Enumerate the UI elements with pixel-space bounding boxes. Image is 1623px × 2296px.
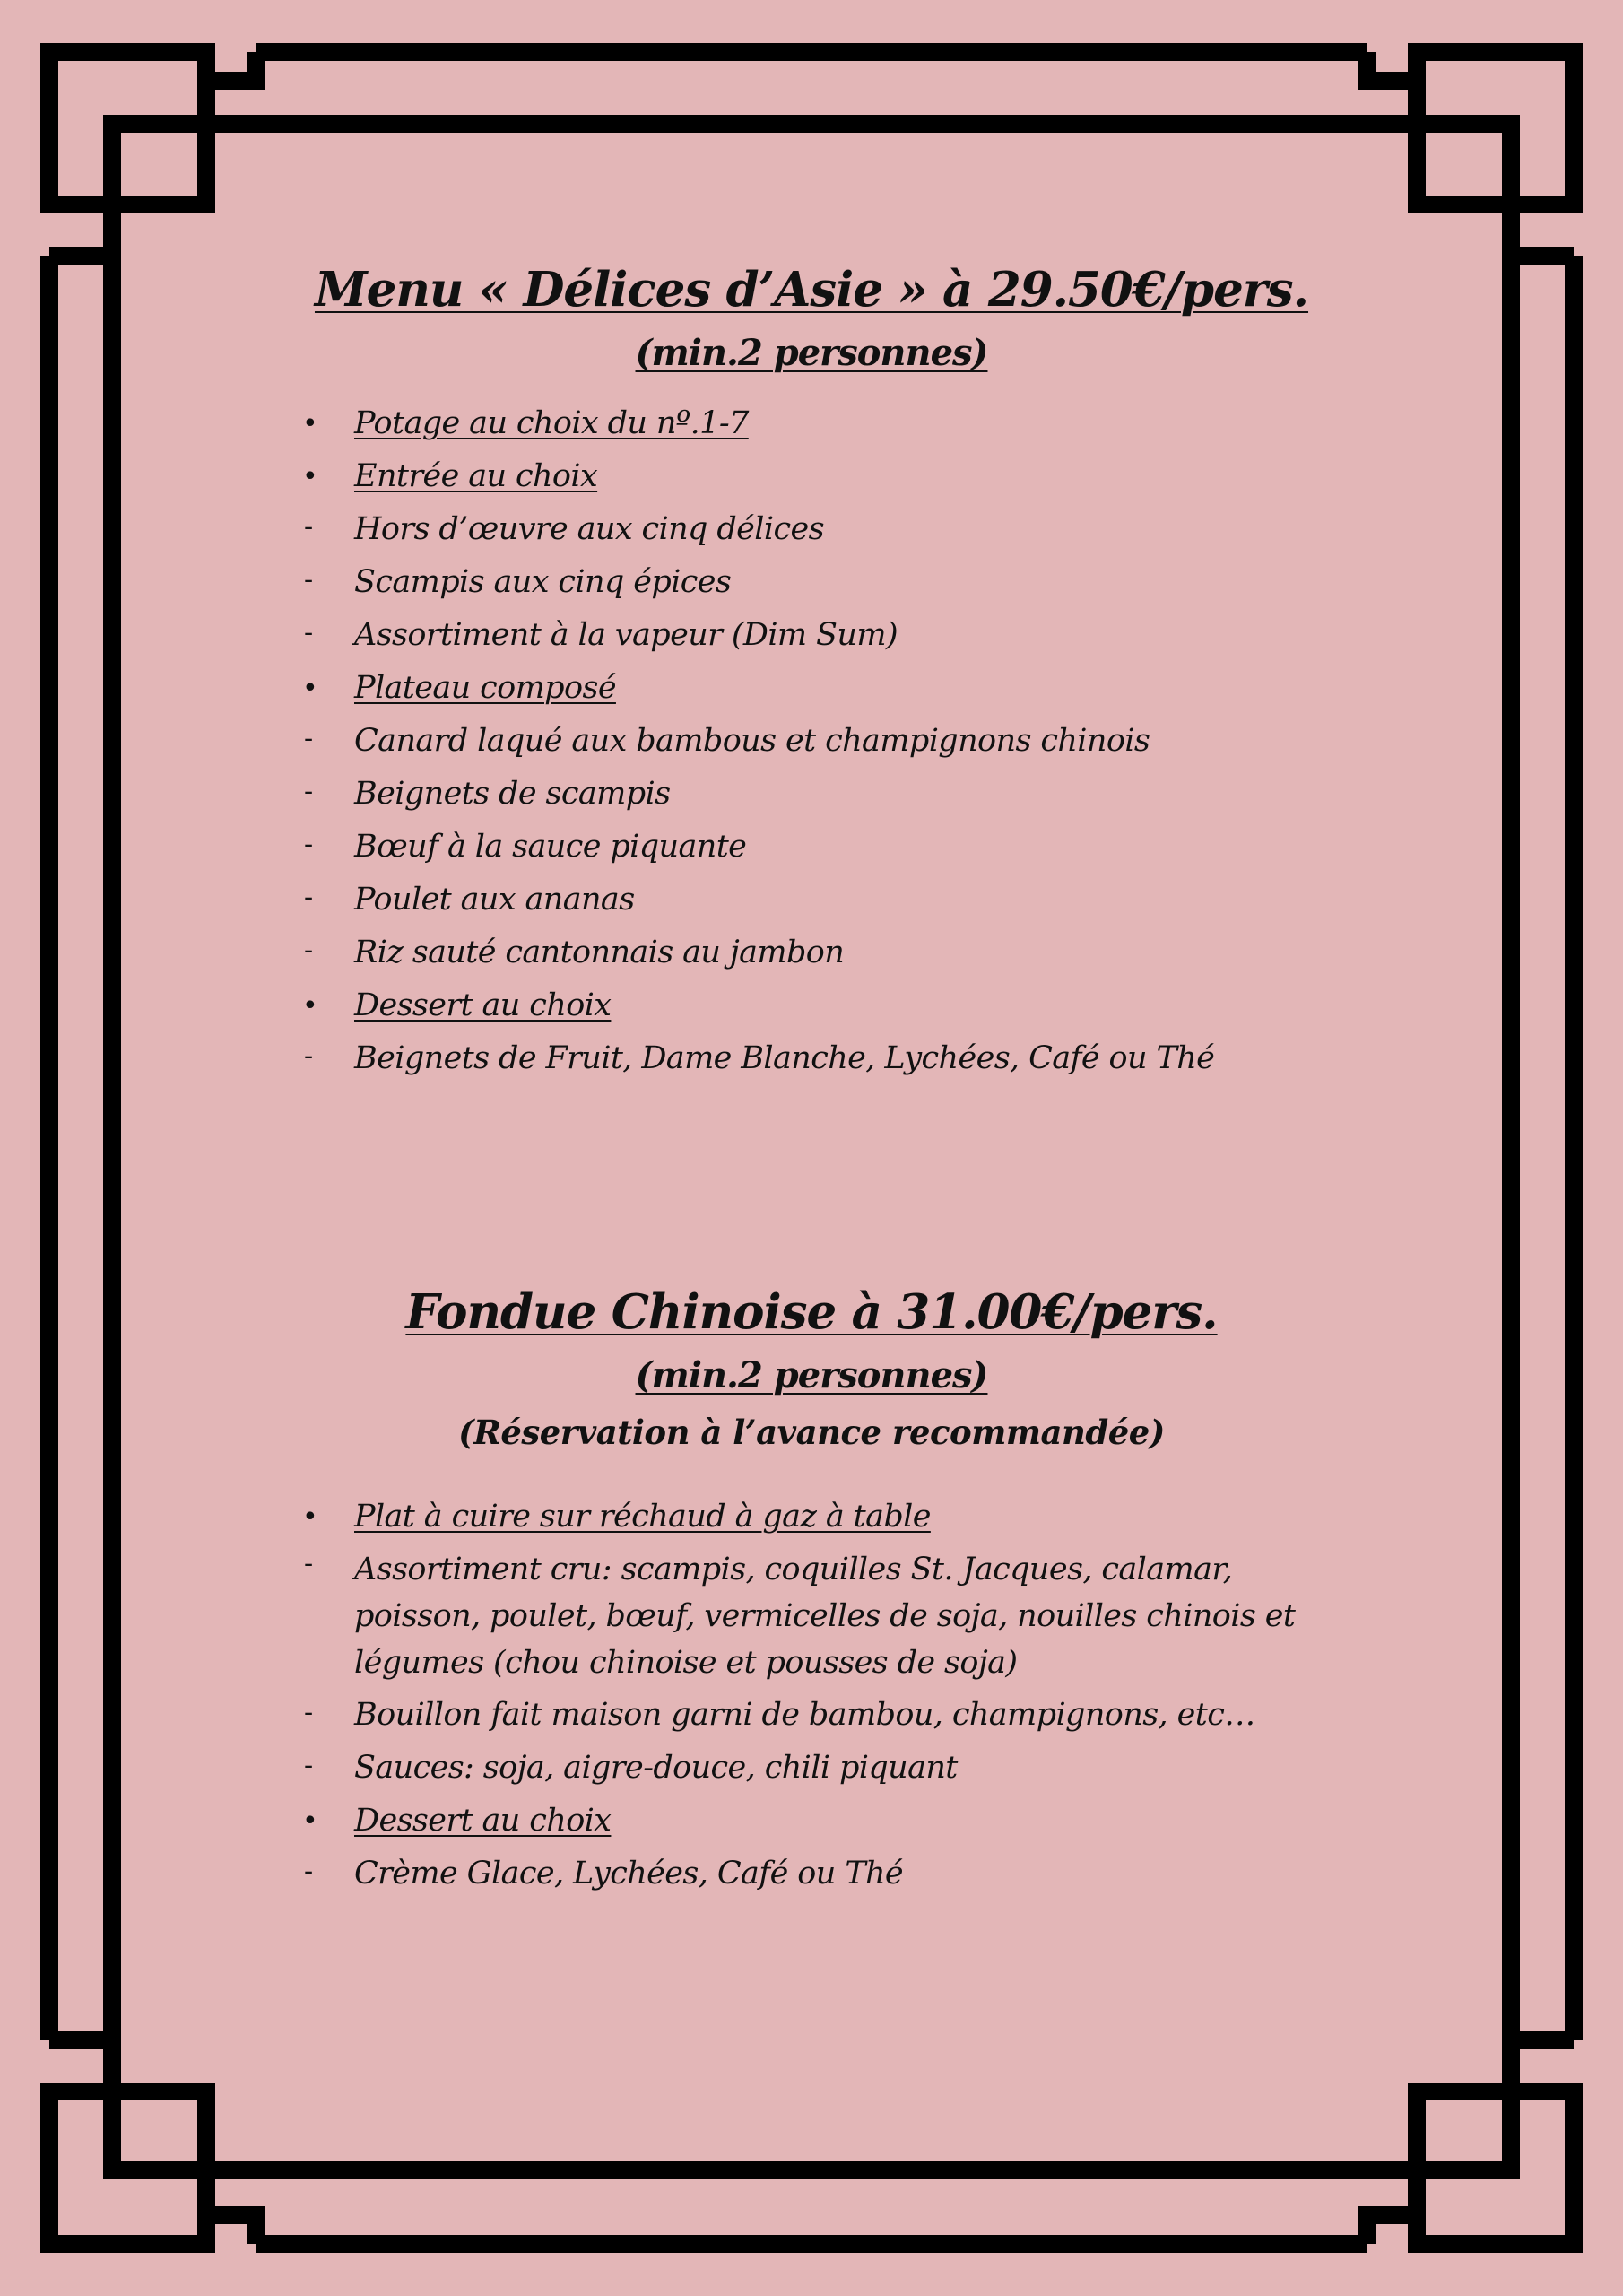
menu-course-item	[300, 715, 1341, 768]
menu-course-item	[300, 821, 1341, 874]
menu-course-heading	[300, 397, 1341, 450]
menu-course-item	[300, 556, 1341, 609]
dash-marker: -	[304, 617, 313, 648]
menu-course-item	[300, 609, 1341, 662]
menu-course-item	[300, 1544, 1341, 1689]
fondue-list	[300, 1491, 1341, 1900]
item-text: Riz sauté cantonnais au jambon	[354, 935, 845, 970]
item-text: Dessert au choix	[354, 1803, 612, 1839]
item-text: Entrée au choix	[354, 458, 598, 494]
menu-course-item	[300, 1689, 1341, 1742]
item-text: Hors d’œuvre aux cinq délices	[354, 511, 824, 547]
item-text: Poulet aux ananas	[354, 882, 635, 918]
item-text: Canard laqué aux bambous et champignons chinois	[354, 723, 1150, 759]
fondue-title: Fondue Chinoise à 31.00€/pers.	[405, 1284, 1218, 1340]
item-text: Dessert au choix	[354, 987, 612, 1023]
menu-delices-title: Menu « Délices d’Asie » à 29.50€/pers.	[314, 262, 1309, 317]
dash-marker: -	[304, 776, 313, 807]
dash-marker: -	[304, 511, 313, 543]
item-text: Assortiment cru: scampis, coquilles St. Jacques, calamar, poisson, poulet, bœuf, vermicelles de soja, nouilles chinois et légumes (chou chinoise et pousses de soja)	[354, 1552, 1296, 1681]
menu-course-item	[300, 1032, 1341, 1085]
dash-marker: -	[304, 882, 313, 913]
item-text: Potage au choix du nº.1-7	[354, 405, 749, 441]
menu-course-item	[300, 503, 1341, 556]
item-text: Crème Glace, Lychées, Café ou Thé	[354, 1856, 903, 1892]
dash-marker: -	[304, 723, 313, 754]
item-text: Bouillon fait maison garni de bambou, champignons, etc…	[354, 1697, 1255, 1733]
menu-course-item	[300, 926, 1341, 979]
bullet-marker: •	[302, 408, 318, 439]
item-text: Bœuf à la sauce piquante	[354, 829, 747, 865]
menu-delices-list	[300, 397, 1341, 1085]
item-text: Beignets de Fruit, Dame Blanche, Lychées, Café ou Thé	[354, 1040, 1215, 1076]
dash-marker: -	[304, 564, 313, 596]
menu-delices-subtitle: (min.2 personnes)	[635, 332, 988, 374]
menu-course-item	[300, 768, 1341, 821]
bullet-marker: •	[302, 461, 318, 492]
menu-course-item	[300, 1848, 1341, 1900]
item-text: Beignets de scampis	[354, 776, 671, 812]
dash-marker: -	[304, 829, 313, 860]
dash-marker: -	[304, 1856, 313, 1887]
dash-marker: -	[304, 1548, 313, 1579]
item-text: Sauces: soja, aigre-douce, chili piquant	[354, 1750, 958, 1786]
item-text: Plateau composé	[354, 670, 616, 706]
bullet-marker: •	[302, 1805, 318, 1837]
bullet-marker: •	[302, 1501, 318, 1533]
bullet-marker: •	[302, 990, 318, 1022]
dash-marker: -	[304, 1697, 313, 1728]
item-text: Plat à cuire sur réchaud à gaz à table	[354, 1499, 931, 1535]
dash-marker: -	[304, 935, 313, 966]
menu-course-item	[300, 874, 1341, 926]
menu-course-item	[300, 1742, 1341, 1795]
item-text: Scampis aux cinq épices	[354, 564, 732, 600]
menu-course-heading	[300, 450, 1341, 503]
menu-course-heading	[300, 1491, 1341, 1544]
item-text: Assortiment à la vapeur (Dim Sum)	[354, 617, 898, 653]
menu-course-heading	[300, 1795, 1341, 1848]
dash-marker: -	[304, 1750, 313, 1781]
menu-course-heading	[300, 979, 1341, 1032]
dash-marker: -	[304, 1040, 313, 1072]
bullet-marker: •	[302, 673, 318, 704]
fondue-subtitle: (min.2 personnes)	[635, 1354, 988, 1396]
fondue-reservation-note: (Réservation à l’avance recommandée)	[458, 1413, 1165, 1452]
menu-course-heading	[300, 662, 1341, 715]
